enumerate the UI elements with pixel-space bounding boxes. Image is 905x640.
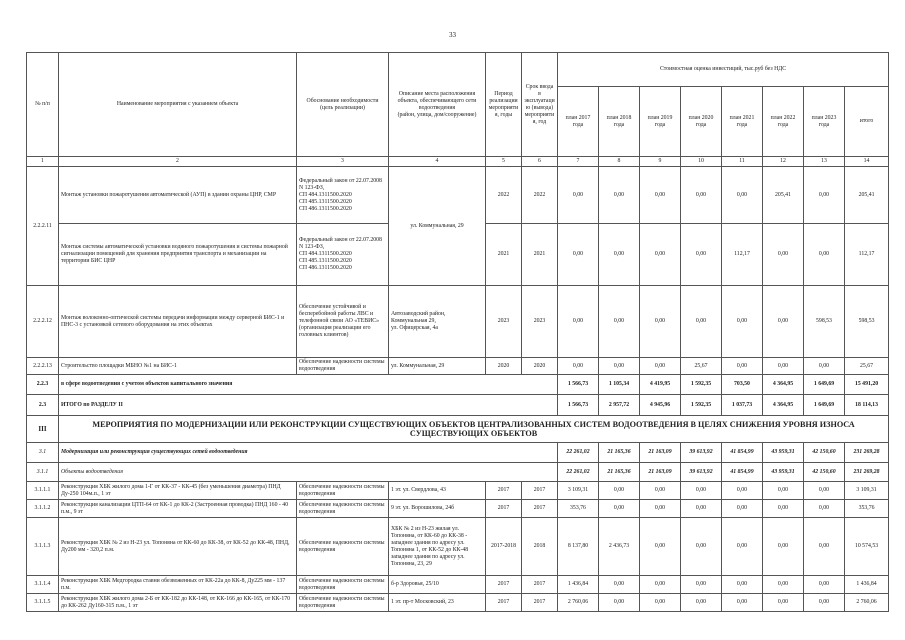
row-value: 0,00 xyxy=(681,167,722,224)
row-value: 4 945,96 xyxy=(640,395,681,416)
row-value: 0,00 xyxy=(722,286,763,358)
row-name: Объекты водоотведения xyxy=(59,463,558,482)
row-name: Модернизация или реконструкция существующих сетей водоотведения xyxy=(59,443,558,463)
header-year: план 2022 года xyxy=(763,87,804,157)
header-num: № п/п xyxy=(27,53,59,157)
header-row-1 xyxy=(27,53,889,87)
row-value: 0,00 xyxy=(804,500,845,518)
row-value: 3 109,31 xyxy=(558,482,599,500)
row-location: ул. Коммунальная, 29 xyxy=(389,167,486,286)
row-total: 231 269,28 xyxy=(845,443,889,463)
row-justification: Федеральный закон от 22.07.2008 N 123-ФЗ, СП 484.1311500.2020 СП 485.1311500.2020 СП 486.1311500.2020 xyxy=(297,224,389,286)
row-value: 0,00 xyxy=(558,358,599,375)
header-period: Период реализации мероприятия, годы xyxy=(486,53,522,157)
row-value: 0,00 xyxy=(558,224,599,286)
row-total: 205,41 xyxy=(845,167,889,224)
row-value: 39 613,92 xyxy=(681,443,722,463)
row-commissioning: 2020 xyxy=(522,358,558,375)
row-name: ИТОГО по РАЗДЕЛУ II xyxy=(59,395,558,416)
row-num: 2.2.2.13 xyxy=(27,358,59,375)
row-value: 0,00 xyxy=(599,286,640,358)
row-value: 0,00 xyxy=(804,167,845,224)
row-justification: Обеспечение надежности системы водоотведения xyxy=(297,358,389,375)
row-value: 0,00 xyxy=(722,576,763,594)
row-value: 0,00 xyxy=(763,518,804,576)
row-value: 0,00 xyxy=(763,594,804,612)
row-total: 15 491,20 xyxy=(845,375,889,395)
row-commissioning: 2017 xyxy=(522,482,558,500)
table-row xyxy=(27,167,889,224)
row-justification: Обеспечение надежности системы водоотведения xyxy=(297,576,389,594)
row-value: 1 037,73 xyxy=(722,395,763,416)
row-period: 2022 xyxy=(486,167,522,224)
row-location: ул. Коммунальная, 29 xyxy=(389,358,486,375)
col-number: 11 xyxy=(722,157,763,167)
row-commissioning: 2023 xyxy=(522,286,558,358)
row-value: 598,53 xyxy=(804,286,845,358)
header-cost-group: Стоимостная оценка инвестиций, тыс.руб без НДС xyxy=(558,53,889,87)
row-num: 2.3 xyxy=(27,395,59,416)
section-row xyxy=(27,416,889,443)
investment-table xyxy=(26,52,889,612)
row-value: 703,50 xyxy=(722,375,763,395)
row-name: в сфере водоотведения с учетом объектов капитального значения xyxy=(59,375,558,395)
row-period: 2017 xyxy=(486,594,522,612)
row-value: 0,00 xyxy=(640,224,681,286)
row-value: 1 649,69 xyxy=(804,395,845,416)
col-number: 12 xyxy=(763,157,804,167)
header-justification: Обоснование необходимости (цель реализации) xyxy=(297,53,389,157)
row-name: Монтаж волоконно-оптической системы передачи информации между серверной БИС-1 и ПНС-3 с установкой сетевого оборудования на этих объектах xyxy=(59,286,297,358)
row-justification: Федеральный закон от 22.07.2008 N 123-ФЗ, СП 484.1311500.2020 СП 485.1311500.2020 СП 486.1311500.2020 xyxy=(297,167,389,224)
group-row xyxy=(27,443,889,463)
row-value: 1 649,69 xyxy=(804,375,845,395)
table-row xyxy=(27,358,889,375)
table-row xyxy=(27,286,889,358)
col-number: 8 xyxy=(599,157,640,167)
group-row xyxy=(27,463,889,482)
row-commissioning: 2021 xyxy=(522,224,558,286)
row-location: Автозаводский район, Коммунальная 29, ул. Офицерская, 4а xyxy=(389,286,486,358)
header-year: план 2018 года xyxy=(599,87,640,157)
col-number: 7 xyxy=(558,157,599,167)
row-justification: Обеспечение надежности системы водоотведения xyxy=(297,518,389,576)
total-row xyxy=(27,395,889,416)
row-value: 205,41 xyxy=(763,167,804,224)
row-num: 3.1.1.2 xyxy=(27,500,59,518)
row-period: 2017 xyxy=(486,576,522,594)
col-number: 3 xyxy=(297,157,389,167)
col-number: 2 xyxy=(59,157,297,167)
row-num: 3.1.1.3 xyxy=(27,518,59,576)
table-row xyxy=(27,500,889,518)
header-total: итого xyxy=(845,87,889,157)
row-value: 0,00 xyxy=(722,358,763,375)
header-location: Описание места расположения объекта, обеспечивающего сети водоотведения (район, улица, дом/сооружение) xyxy=(389,53,486,157)
row-value: 0,00 xyxy=(763,500,804,518)
header-year: план 2023 года xyxy=(804,87,845,157)
row-value: 22 261,02 xyxy=(558,443,599,463)
row-commissioning: 2018 xyxy=(522,518,558,576)
row-value: 0,00 xyxy=(558,167,599,224)
row-value: 0,00 xyxy=(599,500,640,518)
row-value: 4 364,95 xyxy=(763,395,804,416)
row-period: 2017 xyxy=(486,500,522,518)
row-value: 0,00 xyxy=(722,482,763,500)
row-value: 112,17 xyxy=(722,224,763,286)
row-num: 2.2.2.12 xyxy=(27,286,59,358)
row-total: 353,76 xyxy=(845,500,889,518)
row-location: 1 эт. пр-т Московский, 23 xyxy=(389,594,486,612)
row-value: 22 261,02 xyxy=(558,463,599,482)
row-value: 0,00 xyxy=(722,594,763,612)
row-name: Монтаж системы автоматической установки водяного пожаротушения и системы пожарной сигнализации помещений для хранения предприятия транспорта и механизации на территории БИС ЦНР xyxy=(59,224,297,286)
row-value: 0,00 xyxy=(640,576,681,594)
row-value: 42 150,60 xyxy=(804,443,845,463)
row-value: 0,00 xyxy=(681,518,722,576)
column-numbers-row xyxy=(27,157,889,167)
table-row xyxy=(27,482,889,500)
row-value: 0,00 xyxy=(640,167,681,224)
col-number: 4 xyxy=(389,157,486,167)
row-value: 0,00 xyxy=(804,594,845,612)
row-total: 598,53 xyxy=(845,286,889,358)
row-value: 21 165,36 xyxy=(599,463,640,482)
row-num: 3.1.1.1 xyxy=(27,482,59,500)
row-value: 0,00 xyxy=(681,594,722,612)
row-period: 2023 xyxy=(486,286,522,358)
row-value: 0,00 xyxy=(722,518,763,576)
row-value: 0,00 xyxy=(599,594,640,612)
row-total: 112,17 xyxy=(845,224,889,286)
row-location: 1 эт. ул. Свердлова, 43 xyxy=(389,482,486,500)
row-value: 41 854,99 xyxy=(722,463,763,482)
row-commissioning: 2017 xyxy=(522,500,558,518)
row-num: 3.1.1 xyxy=(27,463,59,482)
row-name: Монтаж установки пожаротушения автоматической (АУП) в здании охраны ЦНР, СМР xyxy=(59,167,297,224)
row-value: 0,00 xyxy=(763,286,804,358)
row-value: 353,76 xyxy=(558,500,599,518)
row-value: 2 436,73 xyxy=(599,518,640,576)
row-value: 1 592,35 xyxy=(681,375,722,395)
row-value: 0,00 xyxy=(599,576,640,594)
row-value: 0,00 xyxy=(640,358,681,375)
row-value: 0,00 xyxy=(681,224,722,286)
row-location: ХБК № 2 из Н-23 жилая ул. Топоняна, от КК-60 до КК-38 - западнее здания по адресу ул. Топоняна 1, от КК-52 до КК-48 западнее здания по адресу ул. Топоняна, 23, 29 xyxy=(389,518,486,576)
row-value: 0,00 xyxy=(599,482,640,500)
row-total: 1 436,84 xyxy=(845,576,889,594)
row-value: 43 959,31 xyxy=(763,443,804,463)
row-num: 3.1.1.4 xyxy=(27,576,59,594)
header-name: Наименование мероприятия с указанием объекта xyxy=(59,53,297,157)
row-name: Реконструкция ХБК жилого дома 1-Г от КК-37 - КК-45 (без уменьшения диаметра) ПНД Ду-250 104м.п., 1 эт xyxy=(59,482,297,500)
row-value: 0,00 xyxy=(599,358,640,375)
row-value: 0,00 xyxy=(640,482,681,500)
col-number: 1 xyxy=(27,157,59,167)
header-year: план 2020 года xyxy=(681,87,722,157)
row-value: 41 854,99 xyxy=(722,443,763,463)
row-value: 0,00 xyxy=(558,286,599,358)
row-value: 42 150,60 xyxy=(804,463,845,482)
row-justification: Обеспечение надежности системы водоотведения xyxy=(297,500,389,518)
row-commissioning: 2017 xyxy=(522,594,558,612)
row-name: Реконструкция канализации ЦТП-64 от КК-1 до КК-2 (Застроенная проводка) ПНД 160 - 40 п.м., 9 эт xyxy=(59,500,297,518)
row-total: 3 109,31 xyxy=(845,482,889,500)
row-value: 0,00 xyxy=(681,576,722,594)
row-value: 0,00 xyxy=(722,500,763,518)
row-num: 3.1.1.5 xyxy=(27,594,59,612)
subtotal-row xyxy=(27,375,889,395)
row-value: 21 163,09 xyxy=(640,443,681,463)
row-value: 0,00 xyxy=(640,518,681,576)
row-value: 0,00 xyxy=(599,167,640,224)
row-value: 0,00 xyxy=(640,286,681,358)
row-name: Реконструкция ХБК № 2 из Н-23 ул. Топоняна от КК-60 до КК-38, от КК-52 до КК-48, ПНД, Ду200 мм - 320,2 п.м. xyxy=(59,518,297,576)
col-number: 5 xyxy=(486,157,522,167)
row-value: 8 137,80 xyxy=(558,518,599,576)
row-value: 21 165,36 xyxy=(599,443,640,463)
page-number: 33 xyxy=(449,31,456,39)
row-value: 0,00 xyxy=(640,594,681,612)
row-total: 18 114,13 xyxy=(845,395,889,416)
row-name: Реконструкция ХБК Медгородка ставни обезвоженных от КК-22а до КК-8, Ду225 мм - 137 п.м. xyxy=(59,576,297,594)
row-value: 4 419,95 xyxy=(640,375,681,395)
table-row xyxy=(27,594,889,612)
row-total: 2 760,06 xyxy=(845,594,889,612)
row-value: 0,00 xyxy=(763,576,804,594)
row-value: 0,00 xyxy=(681,482,722,500)
header-year: план 2017 года xyxy=(558,87,599,157)
row-value: 0,00 xyxy=(804,482,845,500)
header-year: план 2019 года xyxy=(640,87,681,157)
row-value: 0,00 xyxy=(722,167,763,224)
header-year: план 2021 года xyxy=(722,87,763,157)
col-number: 6 xyxy=(522,157,558,167)
row-value: 43 959,31 xyxy=(763,463,804,482)
row-num: 3.1 xyxy=(27,443,59,463)
row-value: 1 566,73 xyxy=(558,375,599,395)
row-commissioning: 2022 xyxy=(522,167,558,224)
col-number: 10 xyxy=(681,157,722,167)
row-value: 0,00 xyxy=(804,224,845,286)
row-num: 2.2.3 xyxy=(27,375,59,395)
table-row xyxy=(27,518,889,576)
row-total: 10 574,53 xyxy=(845,518,889,576)
row-value: 0,00 xyxy=(640,500,681,518)
row-value: 39 613,92 xyxy=(681,463,722,482)
row-value: 0,00 xyxy=(763,224,804,286)
section-title: МЕРОПРИЯТИЯ ПО МОДЕРНИЗАЦИИ ИЛИ РЕКОНСТРУКЦИИ СУЩЕСТВУЮЩИХ ОБЪЕКТОВ ЦЕНТРАЛИЗОВАННЫХ СИСТЕМ ВОДООТВЕДЕНИЯ В ЦЕЛЯХ СНИЖЕНИЯ УРОВНЯ ИЗНОСА СУЩЕСТВУЮЩИХ ОБЪЕКТОВ xyxy=(59,416,889,443)
row-value: 2 760,06 xyxy=(558,594,599,612)
row-period: 2017-2018 xyxy=(486,518,522,576)
row-period: 2017 xyxy=(486,482,522,500)
row-value: 2 957,72 xyxy=(599,395,640,416)
row-value: 0,00 xyxy=(804,358,845,375)
col-number: 9 xyxy=(640,157,681,167)
row-value: 0,00 xyxy=(804,576,845,594)
row-name: Строительство площадки МБНО №1 на БИС-1 xyxy=(59,358,297,375)
row-value: 0,00 xyxy=(763,482,804,500)
row-value: 1 436,84 xyxy=(558,576,599,594)
row-value: 1 592,35 xyxy=(681,395,722,416)
row-name: Реконструкция ХБК жилого дома 2-Б от КК-182 до КК-148, от КК-166 до КК-165, от КК-170 до КК-262 Ду160-315 п.м., 1 эт xyxy=(59,594,297,612)
row-value: 0,00 xyxy=(681,500,722,518)
row-period: 2021 xyxy=(486,224,522,286)
row-value: 0,00 xyxy=(599,224,640,286)
row-value: 0,00 xyxy=(763,358,804,375)
row-value: 0,00 xyxy=(804,518,845,576)
table-row xyxy=(27,576,889,594)
row-value: 1 105,34 xyxy=(599,375,640,395)
row-location: б-р Здоровья, 25/10 xyxy=(389,576,486,594)
header-commissioning: Срок ввода в эксплуатацию (вывода) мероприятия, год xyxy=(522,53,558,157)
col-number: 13 xyxy=(804,157,845,167)
row-num: 2.2.2.11 xyxy=(27,167,59,286)
row-justification: Обеспечение устойчивой и бесперебойной работы ЛВС и телефонной связи АО «ТЕВИС» (организация реализации его головных клиентов) xyxy=(297,286,389,358)
row-value: 1 566,73 xyxy=(558,395,599,416)
row-value: 25,67 xyxy=(681,358,722,375)
row-value: 0,00 xyxy=(681,286,722,358)
row-total: 231 269,28 xyxy=(845,463,889,482)
row-commissioning: 2017 xyxy=(522,576,558,594)
row-location: 9 эт. ул. Ворошилова, 24б xyxy=(389,500,486,518)
row-value: 4 364,95 xyxy=(763,375,804,395)
row-justification: Обеспечение надежности системы водоотведения xyxy=(297,594,389,612)
col-number: 14 xyxy=(845,157,889,167)
section-num: III xyxy=(27,416,59,443)
row-total: 25,67 xyxy=(845,358,889,375)
row-value: 21 163,09 xyxy=(640,463,681,482)
row-justification: Обеспечение надежности системы водоотведения xyxy=(297,482,389,500)
row-period: 2020 xyxy=(486,358,522,375)
